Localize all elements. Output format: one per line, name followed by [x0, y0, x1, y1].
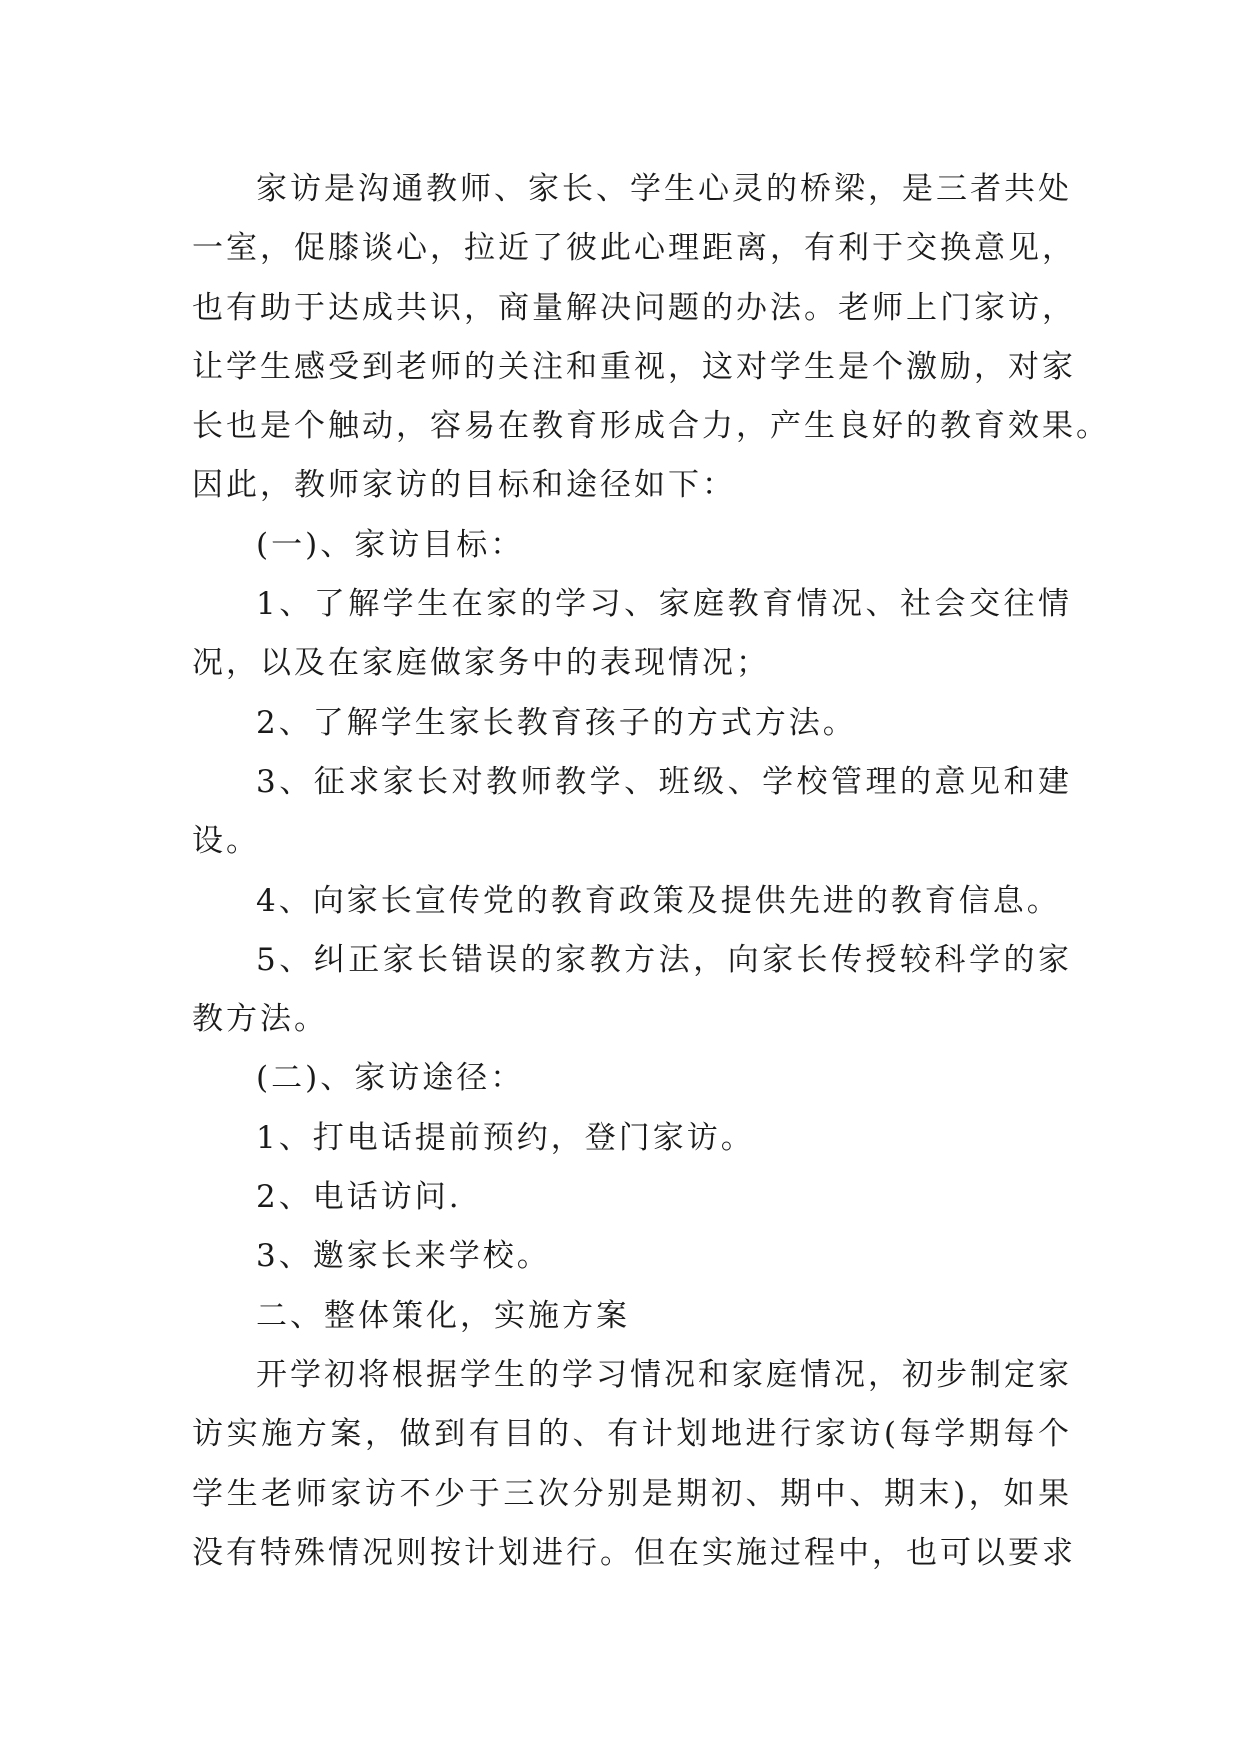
text-line: 因此，教师家访的目标和途径如下： — [192, 467, 736, 504]
document-body — [192, 160, 1110, 1583]
text-line: 家访是沟通教师、家长、学生心灵的桥梁，是三者共处 — [256, 171, 1072, 207]
list-item-goal-4 — [192, 872, 1072, 931]
list-item-goal-1 — [192, 575, 1072, 694]
text-line: 况，以及在家庭做家务中的表现情况； — [192, 645, 770, 682]
text-line: 1、打电话提前预约，登门家访。 — [256, 1119, 755, 1156]
section-heading-goals — [192, 516, 1072, 575]
text-line: 设。 — [192, 823, 260, 860]
text-line: 二、整体策化，实施方案 — [256, 1297, 630, 1334]
text-line: 没有特殊情况则按计划进行。但在实施过程中，也可以要求 — [192, 1534, 1076, 1571]
text-line: 3、征求家长对教师教学、班级、学校管理的意见和建 — [256, 763, 1072, 800]
list-item-channel-3 — [192, 1227, 1072, 1286]
text-line: 也有助于达成共识，商量解决问题的办法。老师上门家访， — [192, 289, 1076, 326]
text-line: 学生老师家访不少于三次分别是期初、期中、期末)，如果 — [192, 1475, 1072, 1512]
list-item-goal-2 — [192, 694, 1072, 753]
text-line: 2、了解学生家长教育孩子的方式方法。 — [256, 704, 857, 741]
text-line: 长也是个触动，容易在教育形成合力，产生良好的教育效果。 — [192, 408, 1110, 445]
list-item-goal-5 — [192, 931, 1072, 1050]
text-line: (二)、家访途径： — [256, 1060, 525, 1097]
text-line: 开学初将根据学生的学习情况和家庭情况，初步制定家 — [256, 1356, 1072, 1393]
section-heading-plan — [192, 1287, 1072, 1346]
text-line: (一)、家访目标： — [256, 526, 525, 563]
list-item-goal-3 — [192, 753, 1072, 872]
list-item-channel-1 — [192, 1109, 1072, 1168]
text-line: 2、电话访问. — [256, 1179, 462, 1216]
text-line: 3、邀家长来学校。 — [256, 1238, 551, 1275]
paragraph-plan — [192, 1346, 1076, 1583]
text-line: 5、纠正家长错误的家教方法，向家长传授较科学的家 — [256, 941, 1072, 978]
paragraph-intro — [192, 160, 1110, 516]
text-line: 访实施方案，做到有目的、有计划地进行家访(每学期每个 — [192, 1416, 1072, 1453]
text-line: 1、了解学生在家的学习、家庭教育情况、社会交往情 — [256, 586, 1072, 623]
text-line: 教方法。 — [192, 1001, 328, 1038]
text-line: 一室，促膝谈心，拉近了彼此心理距离，有利于交换意见， — [192, 230, 1076, 267]
text-line: 4、向家长宣传党的教育政策及提供先进的教育信息。 — [256, 882, 1061, 919]
list-item-channel-2 — [192, 1168, 1072, 1227]
section-heading-channels — [192, 1049, 1072, 1108]
text-line: 让学生感受到老师的关注和重视，这对学生是个激励，对家 — [192, 348, 1076, 385]
